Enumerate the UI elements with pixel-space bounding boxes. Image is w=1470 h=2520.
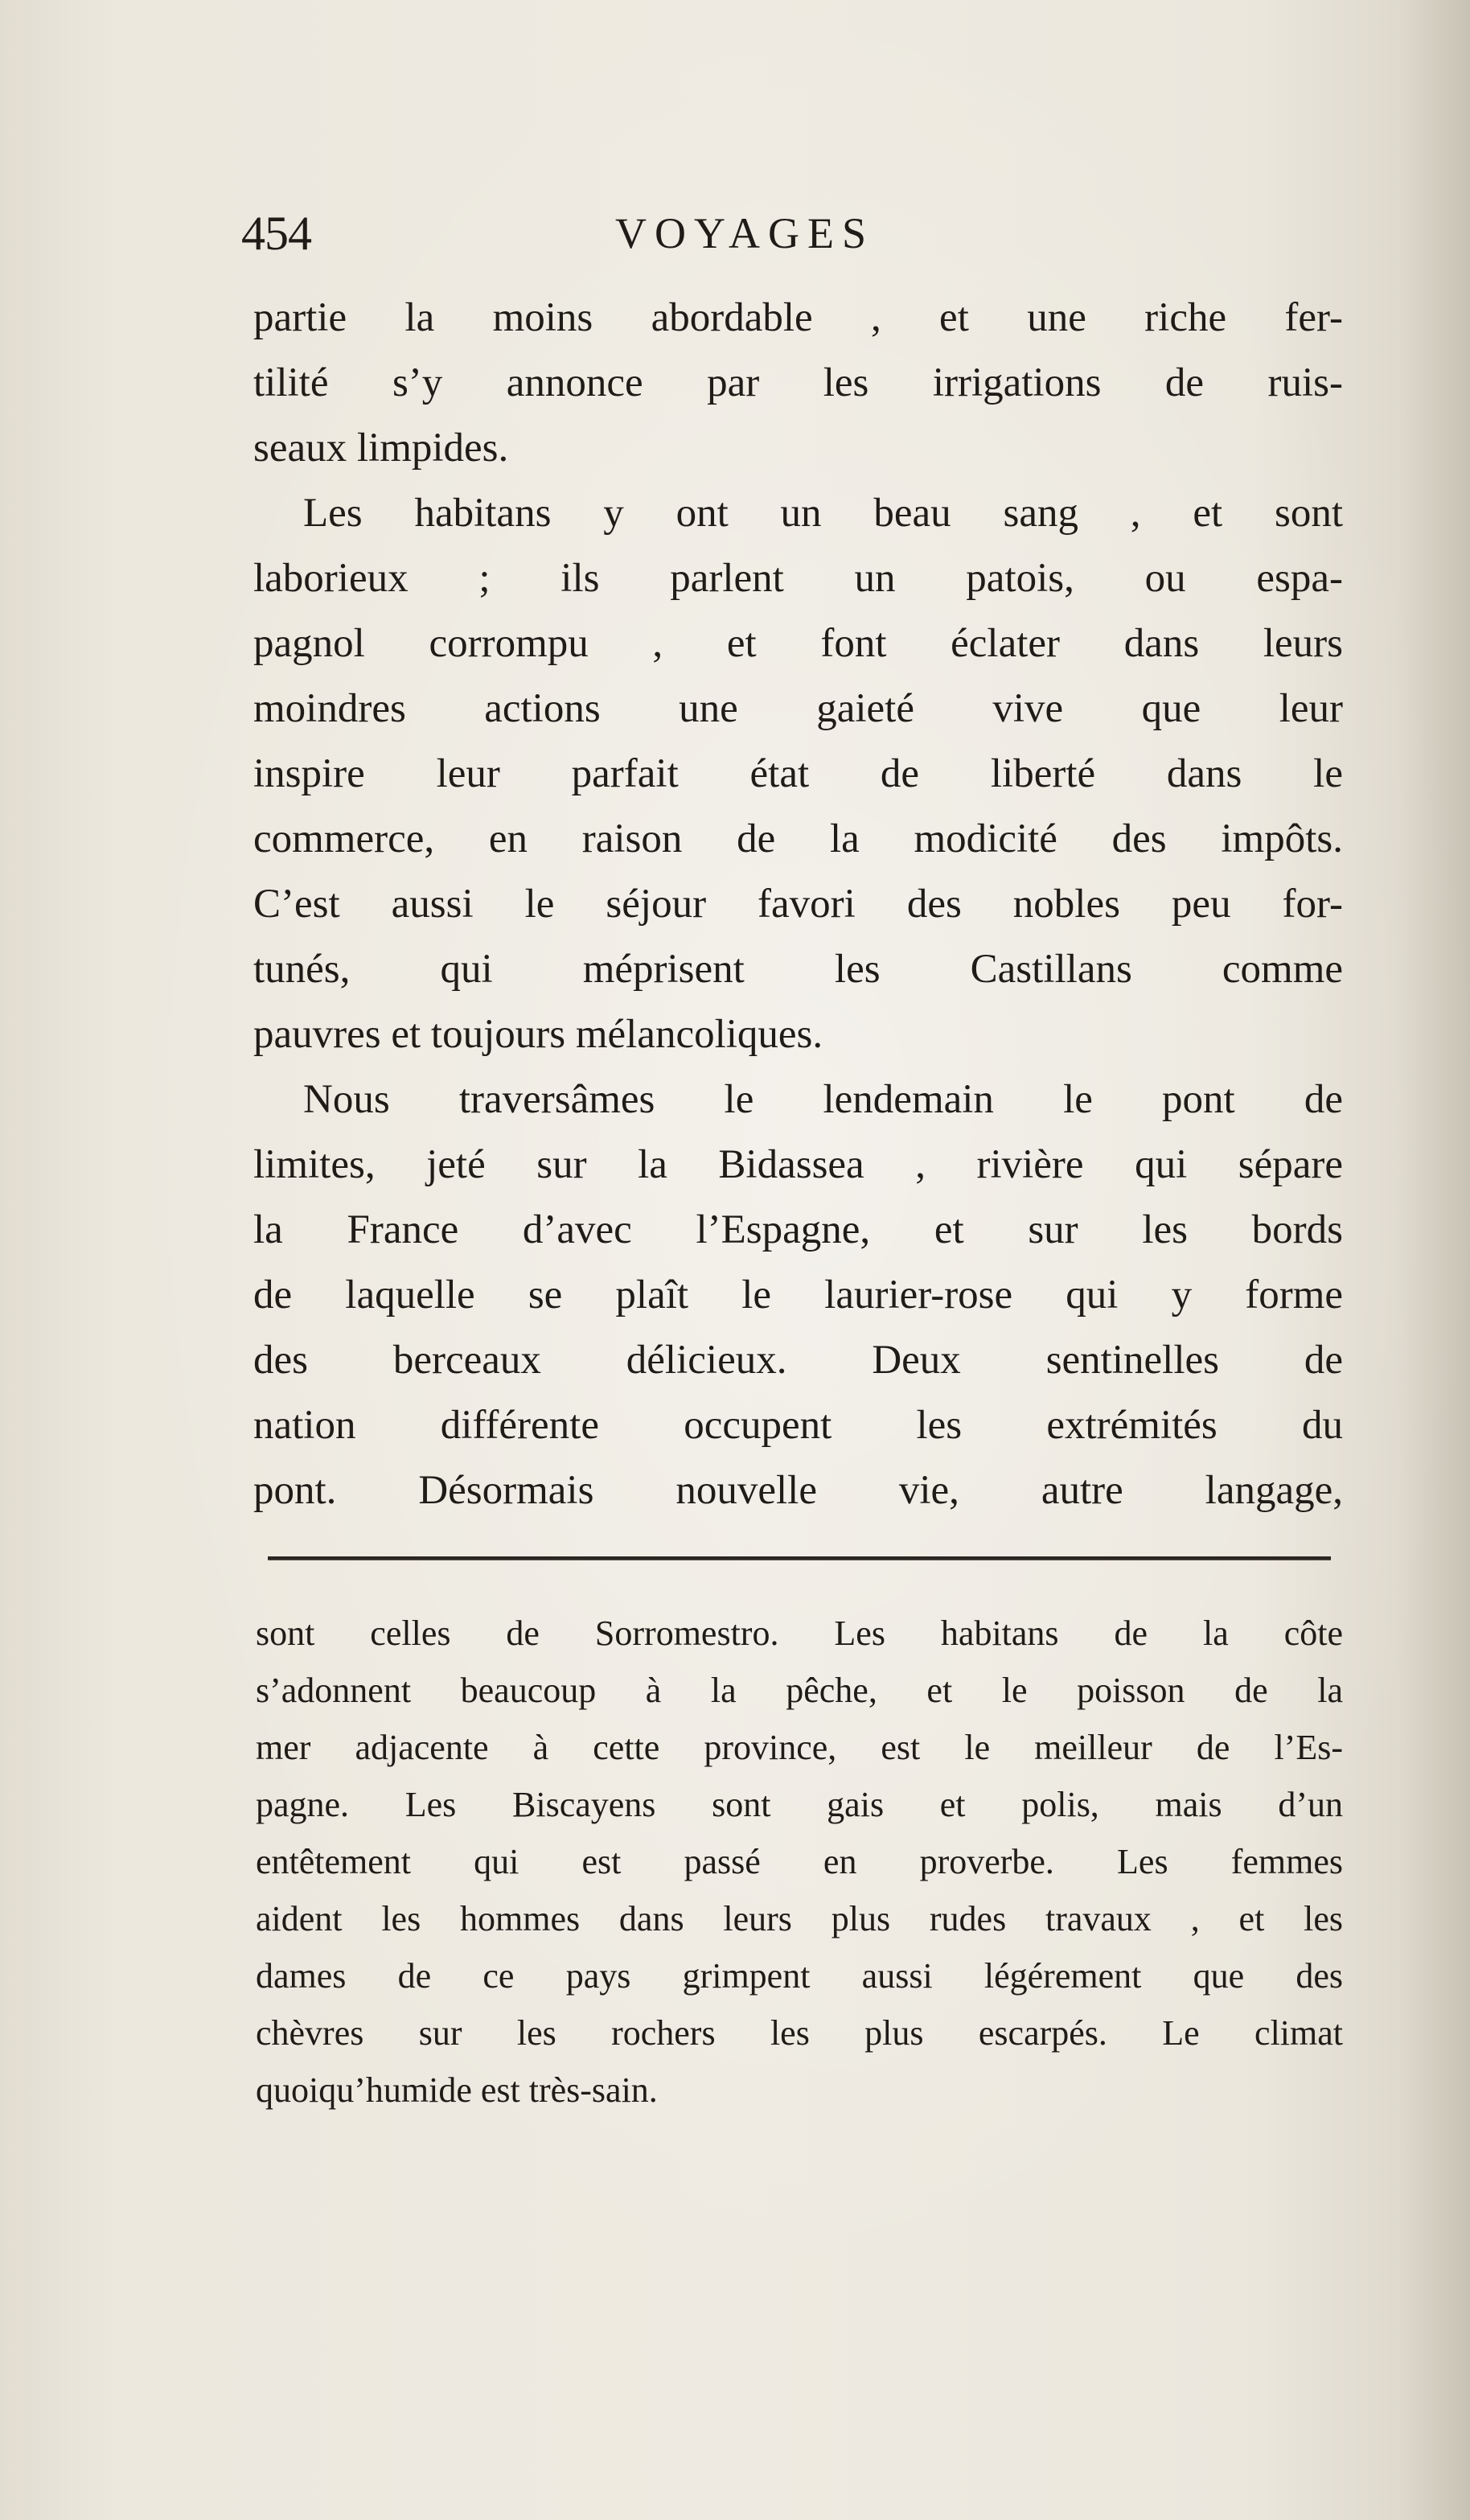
footnote-line: s’adonnent beaucoup à la pêche, et le poisson de la — [256, 1671, 1343, 1710]
footnote-rule — [268, 1556, 1331, 1560]
text-line: moindres actions une gaieté vive que leur — [253, 686, 1343, 731]
page-edge-shadow — [1398, 0, 1470, 2520]
text-line: nation différente occupent les extrémités du — [253, 1403, 1343, 1448]
text-line: pagnol corrompu , et font éclater dans leurs — [253, 621, 1343, 666]
text-line: pont. Désormais nouvelle vie, autre langage, — [253, 1468, 1343, 1513]
text-line: seaux limpides. — [253, 425, 509, 471]
text-line: C’est aussi le séjour favori des nobles peu for- — [253, 882, 1343, 927]
footnote-line: aident les hommes dans leurs plus rudes travaux , et les — [256, 1899, 1343, 1938]
footnote-line: quoiqu’humide est très-sain. — [256, 2070, 658, 2110]
footnote-line: dames de ce pays grimpent aussi légérement que des — [256, 1956, 1343, 1996]
text-line: tunés, qui méprisent les Castillans comme — [253, 947, 1343, 992]
page-number: 454 — [241, 207, 311, 260]
footnote-line: mer adjacente à cette province, est le meilleur de l’Es- — [256, 1728, 1343, 1767]
footnote-line: sont celles de Sorromestro. Les habitans de la côte — [256, 1614, 1343, 1653]
text-line: Nous traversâmes le lendemain le pont de — [303, 1077, 1343, 1122]
text-line: tilité s’y annonce par les irrigations de ruis- — [253, 360, 1343, 405]
text-line: laborieux ; ils parlent un patois, ou espa- — [253, 556, 1343, 601]
text-line: partie la moins abordable , et une riche fer- — [253, 295, 1343, 340]
text-line: inspire leur parfait état de liberté dans le — [253, 751, 1343, 796]
text-line: pauvres et toujours mélancoliques. — [253, 1012, 823, 1057]
text-line: des berceaux délicieux. Deux sentinelles de — [253, 1338, 1343, 1383]
text-line: limites, jeté sur la Bidassea , rivière qui sépare — [253, 1142, 1343, 1187]
main-text — [253, 286, 1343, 1523]
footnote-line: chèvres sur les rochers les plus escarpés. Le climat — [256, 2013, 1343, 2053]
running-title: VOYAGES — [615, 209, 875, 257]
footnote — [256, 1605, 1343, 2119]
footnote-line: entêtement qui est passé en proverbe. Les femmes — [256, 1842, 1343, 1881]
footnote-line: pagne. Les Biscayens sont gais et polis, mais d’un — [256, 1785, 1343, 1824]
text-line: la France d’avec l’Espagne, et sur les bords — [253, 1207, 1343, 1252]
text-line: de laquelle se plaît le laurier-rose qui y forme — [253, 1272, 1343, 1318]
page-header — [241, 197, 1343, 269]
text-line: commerce, en raison de la modicité des impôts. — [253, 816, 1343, 861]
text-line: Les habitans y ont un beau sang , et sont — [303, 491, 1343, 536]
